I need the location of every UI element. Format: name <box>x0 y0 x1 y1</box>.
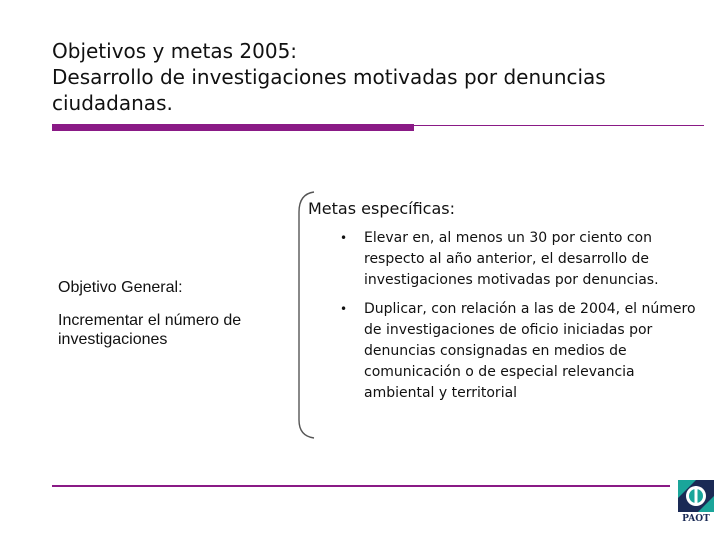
logo-label: PAOT <box>682 514 710 524</box>
title-line-1: Objetivos y metas 2005: <box>52 39 298 63</box>
title-underline-thin <box>414 125 704 126</box>
title-line-2: Desarrollo de investigaciones motivadas por denuncias <box>52 65 606 89</box>
specific-goals-list <box>338 228 698 412</box>
objective-text: Incrementar el número de investigaciones <box>58 312 242 348</box>
bullet-icon: • <box>340 302 348 316</box>
title-underline-thick <box>52 124 414 131</box>
title-line-3: ciudadanas. <box>52 91 173 115</box>
bullet-icon: • <box>340 231 348 245</box>
slide-title <box>52 38 692 116</box>
goal-text: Duplicar, con relación a las de 2004, el número de investigaciones de oficio iniciadas por denuncias consignadas en medios de comunicación o de especial relevancia ambiental y territorial <box>364 301 696 401</box>
goal-text: Elevar en, al menos un 30 por ciento con respecto al año anterior, el desarrollo de investigaciones motivadas por denuncias. <box>364 230 659 288</box>
goal-item <box>338 299 698 404</box>
objective-heading-strong: Objetivo General <box>58 279 179 296</box>
objective-heading <box>58 278 278 297</box>
footer-rule <box>52 485 670 487</box>
objective-heading-colon: : <box>178 279 183 296</box>
general-objective <box>58 278 278 349</box>
paot-logo-icon <box>676 478 716 536</box>
goal-item <box>338 228 698 291</box>
specific-goals-title: Metas específicas: <box>308 199 455 218</box>
brace-divider <box>296 190 326 440</box>
